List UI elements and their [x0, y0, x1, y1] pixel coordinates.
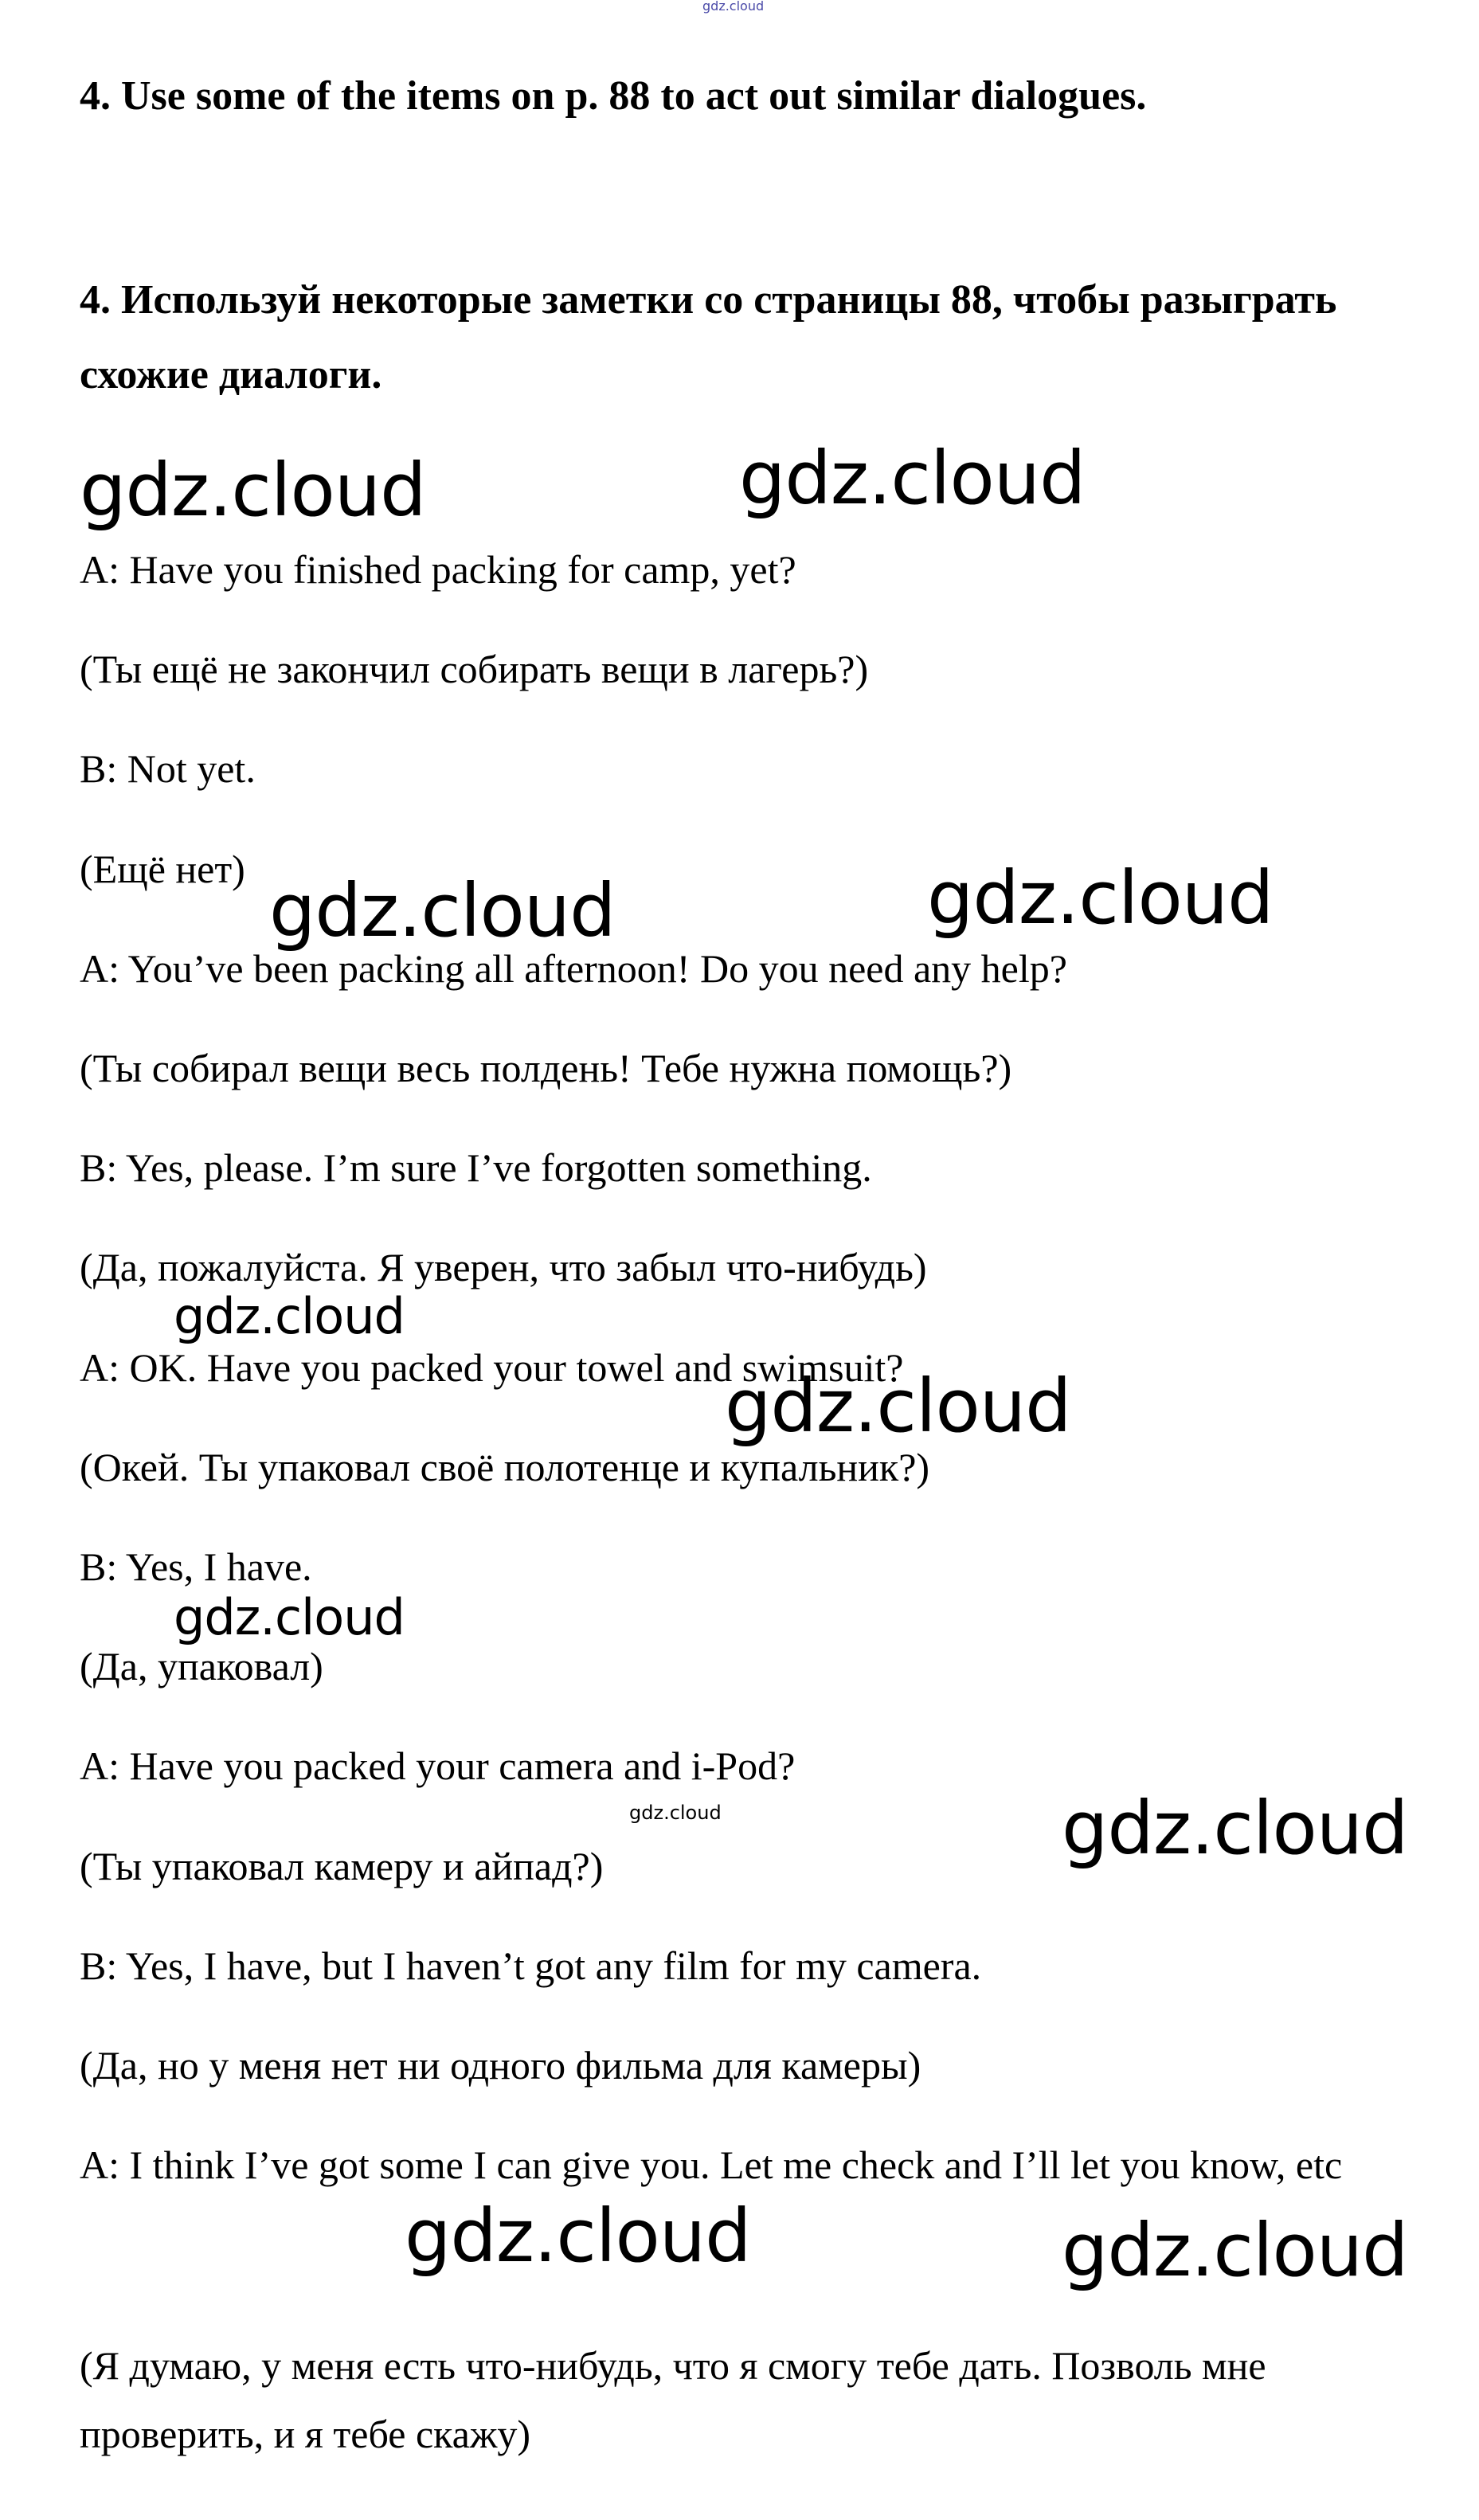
dialogue-line-12: (Да, упаковал) — [80, 1644, 323, 1688]
watermark-5: gdz.cloud — [174, 1287, 405, 1345]
dialogue-line-13: A: Have you packed your camera and i-Pod? — [80, 1743, 796, 1788]
watermark-3: gdz.cloud — [269, 868, 616, 953]
dialogue-line-1: A: Have you finished packing for camp, yet? — [80, 547, 796, 592]
dialogue-line-10: (Окей. Ты упаковал своё полотенце и купальник?) — [80, 1445, 930, 1489]
dialogue-line-15: B: Yes, I have, but I haven’t got any film for my camera. — [80, 1943, 982, 1988]
dialogue-line-5: A: You’ve been packing all afternoon! Do you need any help? — [80, 946, 1067, 991]
dialogue-line-8: (Да, пожалуйста. Я уверен, что забыл что-нибудь) — [80, 1245, 927, 1289]
watermark-10: gdz.cloud — [405, 2193, 751, 2279]
dialogue-line-7: B: Yes, please. I’m sure I’ve forgotten something. — [80, 1145, 872, 1190]
dialogue-line-6: (Ты собирал вещи весь полдень! Тебе нужна помощь?) — [80, 1046, 1012, 1090]
watermark-7: gdz.cloud — [174, 1588, 405, 1646]
dialogue-line-9: A: OK. Have you packed your towel and swimsuit? — [80, 1345, 904, 1390]
watermark-top: gdz.cloud — [702, 0, 765, 14]
dialogue-line-18: (Я думаю, у меня есть что-нибудь, что я смогу тебе дать. Позволь мне проверить, и я тебе скажу) — [80, 2343, 1266, 2456]
task-heading-ru: 4. Используй некоторые заметки со страницы 88, чтобы разыграть схожие диалоги. — [80, 277, 1337, 397]
dialogue-line-2: (Ты ещё не закончил собирать вещи в лагерь?) — [80, 647, 869, 691]
watermark-11: gdz.cloud — [1062, 2208, 1408, 2293]
dialogue-line-14: (Ты упаковал камеру и айпад?) — [80, 1844, 604, 1888]
watermark-4: gdz.cloud — [927, 855, 1274, 941]
watermark-1: gdz.cloud — [80, 448, 426, 533]
dialogue-line-17: A: I think I’ve got some I can give you. Let me check and I’ll let you know, etc — [80, 2142, 1343, 2187]
task-heading-en: 4. Use some of the items on p. 88 to act out similar dialogues. — [80, 73, 1147, 119]
watermark-2: gdz.cloud — [739, 436, 1086, 521]
watermark-8: gdz.cloud — [629, 1802, 722, 1824]
dialogue-line-4: (Ещё нет) — [80, 847, 245, 891]
dialogue-line-16: (Да, но у меня нет ни одного фильма для камеры) — [80, 2043, 921, 2088]
dialogue-line-3: B: Not yet. — [80, 746, 256, 791]
watermark-9: gdz.cloud — [1062, 1786, 1408, 1871]
watermark-6: gdz.cloud — [725, 1364, 1071, 1449]
dialogue-line-11: B: Yes, I have. — [80, 1544, 312, 1589]
